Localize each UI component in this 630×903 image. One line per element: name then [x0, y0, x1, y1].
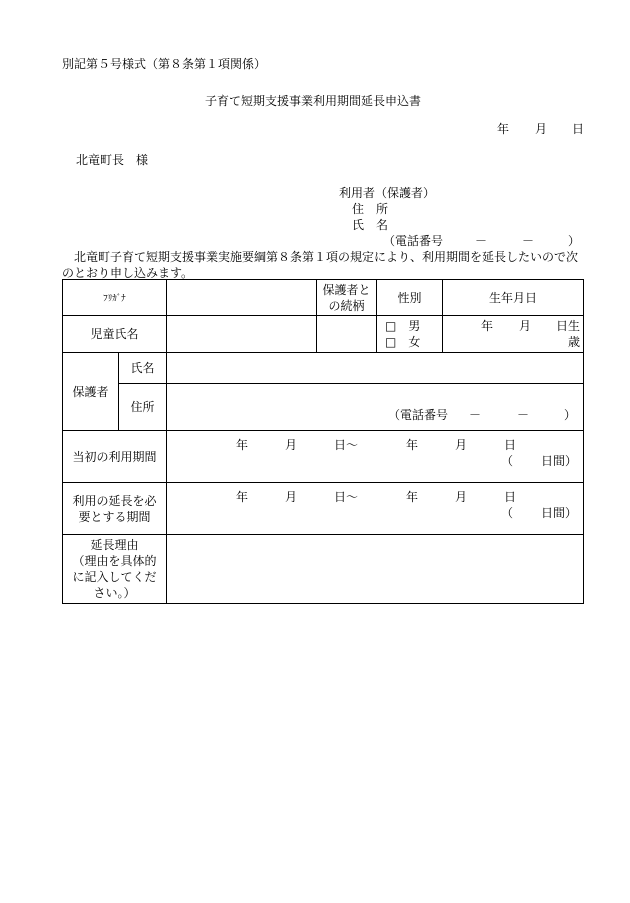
applicant-phone-dash-2: －	[522, 234, 535, 248]
guardian-label: 保護者	[63, 353, 119, 431]
intro-line-1: 北竜町子育て短期支援事業実施要綱第８条第１項の規定により、利用期間を延長したいので次	[74, 250, 579, 264]
extension-days-open: （	[501, 506, 514, 520]
guardian-phone-dash-1: －	[469, 408, 482, 422]
child-name-label: 児童氏名	[63, 316, 167, 353]
age-label: 歳	[568, 335, 581, 349]
gender-header: 性別	[377, 280, 443, 316]
initial-period-input-cell[interactable]	[167, 431, 584, 483]
initial-end-month: 月	[455, 438, 468, 452]
child-name-input-cell[interactable]	[167, 316, 317, 353]
initial-period-label: 当初の利用期間	[63, 431, 167, 483]
guardian-address-input-cell[interactable]	[167, 384, 584, 431]
guardian-phone-label: （電話番号	[388, 408, 449, 422]
extension-period-input-cell[interactable]	[167, 483, 584, 535]
initial-start-year: 年	[236, 438, 249, 452]
extension-period-label: 利用の延長を必 要とする期間	[63, 483, 167, 535]
intro-line-2: のとおり申し込みます。	[62, 266, 194, 280]
gender-female-checkbox[interactable]: □ 女	[385, 335, 421, 349]
date-year-label: 年	[497, 122, 510, 136]
date-day-label: 日	[572, 122, 585, 136]
guardian-phone-close: ）	[564, 408, 577, 422]
relation-header: 保護者と の続柄	[317, 280, 377, 316]
extension-end-month: 月	[455, 490, 468, 504]
gender-male-checkbox[interactable]: □ 男	[385, 319, 421, 333]
initial-start-month: 月	[285, 438, 298, 452]
applicant-phone-close: ）	[568, 234, 581, 248]
document-title: 子育て短期支援事業利用期間延長申込書	[205, 94, 422, 108]
extension-start-day: 日～	[334, 490, 359, 504]
applicant-name-label: 氏 名	[352, 218, 389, 232]
applicant-phone-dash-1: －	[475, 234, 488, 248]
extension-end-year: 年	[406, 490, 419, 504]
guardian-name-label: 氏名	[119, 353, 167, 384]
initial-end-day: 日	[504, 438, 517, 452]
birth-year-label: 年	[481, 319, 494, 333]
guardian-phone-dash-2: －	[517, 408, 530, 422]
form-reference: 別記第５号様式（第８条第１項関係）	[62, 57, 267, 71]
applicant-heading: 利用者（保護者）	[339, 186, 436, 200]
addressee: 北竜町長 様	[76, 153, 149, 167]
extension-start-month: 月	[285, 490, 298, 504]
initial-days-label: 日間）	[541, 454, 578, 468]
guardian-address-label: 住所	[119, 384, 167, 431]
birthdate-header: 生年月日	[443, 280, 584, 316]
extension-days-label: 日間）	[541, 506, 578, 520]
initial-end-year: 年	[406, 438, 419, 452]
relation-input-cell[interactable]	[317, 316, 377, 353]
guardian-name-input-cell[interactable]	[167, 353, 584, 384]
date-month-label: 月	[535, 122, 548, 136]
gender-options	[377, 316, 443, 353]
extension-reason-label: 延長理由 （理由を具体的 に記入してくだ さい。）	[63, 535, 167, 604]
furigana-label: ﾌﾘｶﾞﾅ	[63, 280, 167, 316]
extension-end-day: 日	[504, 490, 517, 504]
birth-month-label: 月	[519, 319, 532, 333]
extension-start-year: 年	[236, 490, 249, 504]
extension-reason-input-cell[interactable]	[167, 535, 584, 604]
birth-day-label: 日生	[556, 319, 581, 333]
initial-start-day: 日～	[334, 438, 359, 452]
furigana-input-cell[interactable]	[167, 280, 317, 316]
initial-days-open: （	[501, 454, 514, 468]
applicant-address-label: 住 所	[352, 202, 389, 216]
birthdate-input-cell[interactable]	[443, 316, 584, 353]
applicant-phone-label: （電話番号	[383, 234, 444, 248]
application-table	[62, 279, 584, 604]
